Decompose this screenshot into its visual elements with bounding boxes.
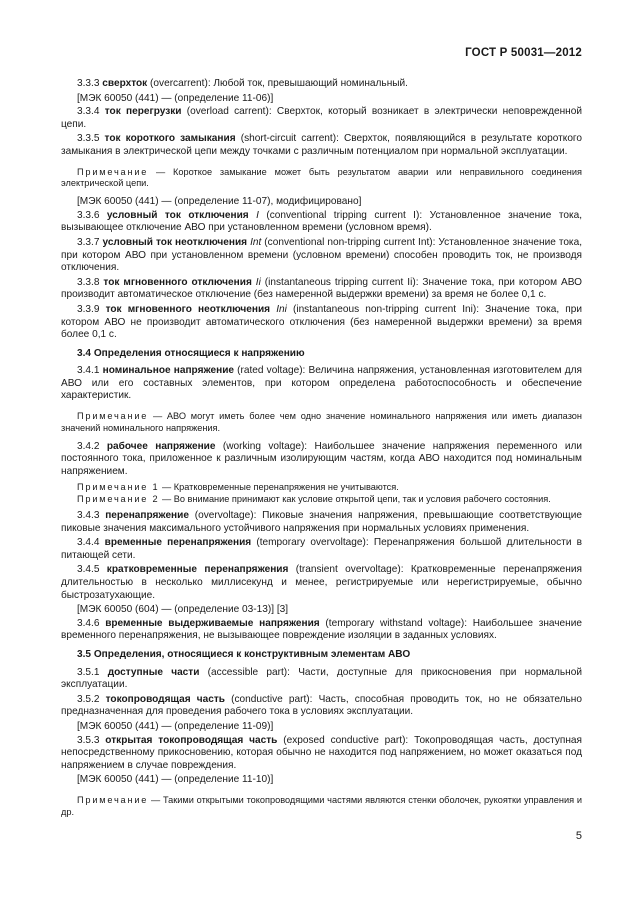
clause-number: 3.4.2 <box>77 440 100 452</box>
note-text: — Кратковременные перенапряжения не учитываются. <box>159 482 399 493</box>
clause-term: кратковременные перенапряжения <box>106 564 289 576</box>
clause-number: 3.3.8 <box>77 276 100 288</box>
clause-term: ток короткого замыкания <box>104 133 236 145</box>
page-content <box>61 78 582 825</box>
clause-number: 3.4.4 <box>77 537 100 549</box>
reference: [МЭК 60050 (441) — (определение 11-09)] <box>77 720 274 732</box>
clause-term: ток перегрузки <box>104 106 182 118</box>
note-text: — Такими открытыми токопроводящими частями являются стенки оболочек, рукоятки управления и др. <box>61 794 582 817</box>
clause-text: (overcarrent): Любой ток, превышающий номинальный. <box>147 78 408 89</box>
clause-text: (conventional tripping current I): Установленное значение тока, вызывающее отключение АВО при установленном времени (условном время). <box>61 209 583 234</box>
clause-term: перенапряжение <box>105 510 189 522</box>
clause-3-4-2 <box>61 441 582 479</box>
clause-3-3-9 <box>61 304 582 342</box>
clause-number: 3.5.2 <box>77 693 100 705</box>
clause-text: (temporary withstand voltage): Наибольшее значение временного перенапряжения, не вызывающее повреждение изоляции в заданных условиях. <box>61 617 582 642</box>
section-heading-3-4: 3.4 Определения относящиеся к напряжению <box>77 347 305 359</box>
reference: [МЭК 60050 (604) — (определение 03-13)] [3] <box>77 604 289 616</box>
clause-text: (temporary overvoltage): Перенапряжения большой длительности в питающей сети. <box>61 537 582 561</box>
clause-3-4-4 <box>61 537 582 562</box>
note <box>61 167 582 191</box>
clause-text: (rated voltage): Величина напряжения, установленная изготовителем для АВО или его составных элементов, при котором определена работоспособность и обеспечение характеристик. <box>61 365 582 402</box>
note-label: Примечание <box>77 411 149 422</box>
clause-number: 3.3.4 <box>77 106 100 118</box>
clause-text: (instantaneous non-tripping current Ini): Значение тока, при котором АВО не производит автоматического отключения (без намеренной выдержки времени) за время более 0,1 c. <box>61 303 582 341</box>
reference: [МЭК 60050 (441) — (определение 11-10)] <box>77 774 274 786</box>
document-id-header: ГОСТ Р 50031—2012 <box>465 47 582 59</box>
clause-text: (overload carrent): Сверхток, который возникает в электрически неповрежденной цепи. <box>61 106 582 130</box>
clause-3-5-2 <box>61 694 582 719</box>
clause-text: (working voltage): Наибольшее значение напряжения переменного или постоянного тока, приложенное к различным изолирующим частям, когда АВО находится под номинальным напряжением. <box>61 440 582 477</box>
clause-3-3-8 <box>61 277 582 302</box>
note-label: Примечание 1 <box>77 482 160 493</box>
clause-term: сверхток <box>102 78 148 89</box>
clause-term: доступные части <box>107 666 200 678</box>
clause-term: ток мгновенного отключения <box>103 276 252 288</box>
clause-3-5-1 <box>61 667 582 692</box>
symbol: Int <box>250 236 262 248</box>
clause-3-3-4 <box>61 106 582 131</box>
clause-number: 3.3.7 <box>77 236 100 248</box>
note-label: Примечание 2 <box>77 494 160 505</box>
clause-number: 3.5.3 <box>77 734 100 746</box>
note <box>61 494 582 506</box>
clause-number: 3.3.6 <box>77 209 100 221</box>
note <box>61 482 582 494</box>
reference: [МЭК 60050 (441) — (определение 11-07), модифицировано] <box>77 196 362 208</box>
symbol: Ii <box>255 276 261 288</box>
page-number: 5 <box>575 830 582 842</box>
clause-3-3-6 <box>61 210 582 235</box>
note-text: — Короткое замыкание может быть результатом аварии или неправильного соединения электрической цепи. <box>61 166 582 189</box>
symbol: I <box>256 209 259 221</box>
clause-number: 3.3.3 <box>77 78 100 89</box>
clause-term: рабочее напряжение <box>106 440 216 452</box>
clause-number: 3.4.5 <box>77 564 100 576</box>
note-text: — АВО могут иметь более чем одно значение номинального напряжения или иметь диапазон значений номинального напряжения. <box>61 411 582 433</box>
clause-number: 3.4.3 <box>77 510 100 522</box>
clause-text: (conventional non-tripping current Int): Установленное значение тока, при котором АВО при установленном времени (условном времени) способен проводить ток, не производя отключения. <box>61 236 582 274</box>
clause-3-4-1 <box>61 365 582 403</box>
clause-number: 3.4.1 <box>77 365 100 377</box>
clause-number: 3.3.9 <box>77 303 100 315</box>
note <box>61 411 582 435</box>
clause-number: 3.3.5 <box>77 133 100 145</box>
clause-term: токопроводящая часть <box>105 693 225 705</box>
clause-3-4-3 <box>61 510 582 535</box>
clause-3-3-3 <box>61 78 582 91</box>
clause-text: (accessible part): Части, доступные для прикосновения при нормальной эксплуатации. <box>61 666 582 691</box>
clause-term: ток мгновенного неотключения <box>105 303 271 315</box>
clause-number: 3.5.1 <box>77 666 100 678</box>
clause-text: (transient overvoltage): Кратковременные перенапряжения длительностью в несколько миллисекунд и менее, регистрируемые или нерегистрируемые, обычно быстрозатухающие. <box>61 564 582 601</box>
clause-term: временные выдерживаемые напряжения <box>105 617 320 629</box>
clause-3-5-3 <box>61 735 582 773</box>
clause-text: (overvoltage): Пиковые значения напряжения, превышающие соответствующие пиковые значения максимального устойчивого напряжения при нормальных условиях применения. <box>61 510 582 534</box>
clause-3-4-5 <box>61 564 582 602</box>
clause-number: 3.4.6 <box>77 617 100 629</box>
note-label: Примечание <box>77 794 149 805</box>
clause-term: номинальное напряжение <box>102 365 235 377</box>
note <box>61 795 582 819</box>
symbol: Ini <box>276 303 287 315</box>
clause-text: (instantaneous tripping current Ii): Значение тока, при котором АВО производит автоматическое отключение (без намеренной выдержки времени) за время не более 0,1 c. <box>61 276 582 301</box>
clause-text: (short-circuit carrent): Сверхток, появляющийся в результате короткого замыкания в электрической цепи между точками с различным потенциалом при нормальной эксплуатации. <box>61 133 583 157</box>
clause-term: условный ток неотключения <box>102 236 248 248</box>
clause-term: временные перенапряжения <box>104 537 252 549</box>
clause-text: (conductive part): Часть, способная проводить ток, но не обязательно предназначенная для проведения рабочего тока в условиях эксплуатации. <box>61 693 582 718</box>
clause-3-4-6 <box>61 618 582 643</box>
clause-text: (exposed conductive part): Токопроводящая часть, доступная непосредственному прикосновению, которая обычно не находится под напряжением, но может оказаться под напряжением в случае повреждения. <box>61 734 582 771</box>
clause-3-3-7 <box>61 237 582 275</box>
section-heading-3-5: 3.5 Определения, относящиеся к конструктивным элементам АВО <box>77 648 411 660</box>
note-label: Примечание <box>77 166 149 177</box>
note-text: — Во внимание принимают как условие открытой цепи, так и условия рабочего состояния. <box>159 494 551 505</box>
clause-term: условный ток отключения <box>106 209 249 221</box>
reference: [МЭК 60050 (441) — (определение 11-06)] <box>77 92 274 104</box>
clause-term: открытая токопроводящая часть <box>105 734 278 746</box>
clause-3-3-5 <box>61 133 582 158</box>
